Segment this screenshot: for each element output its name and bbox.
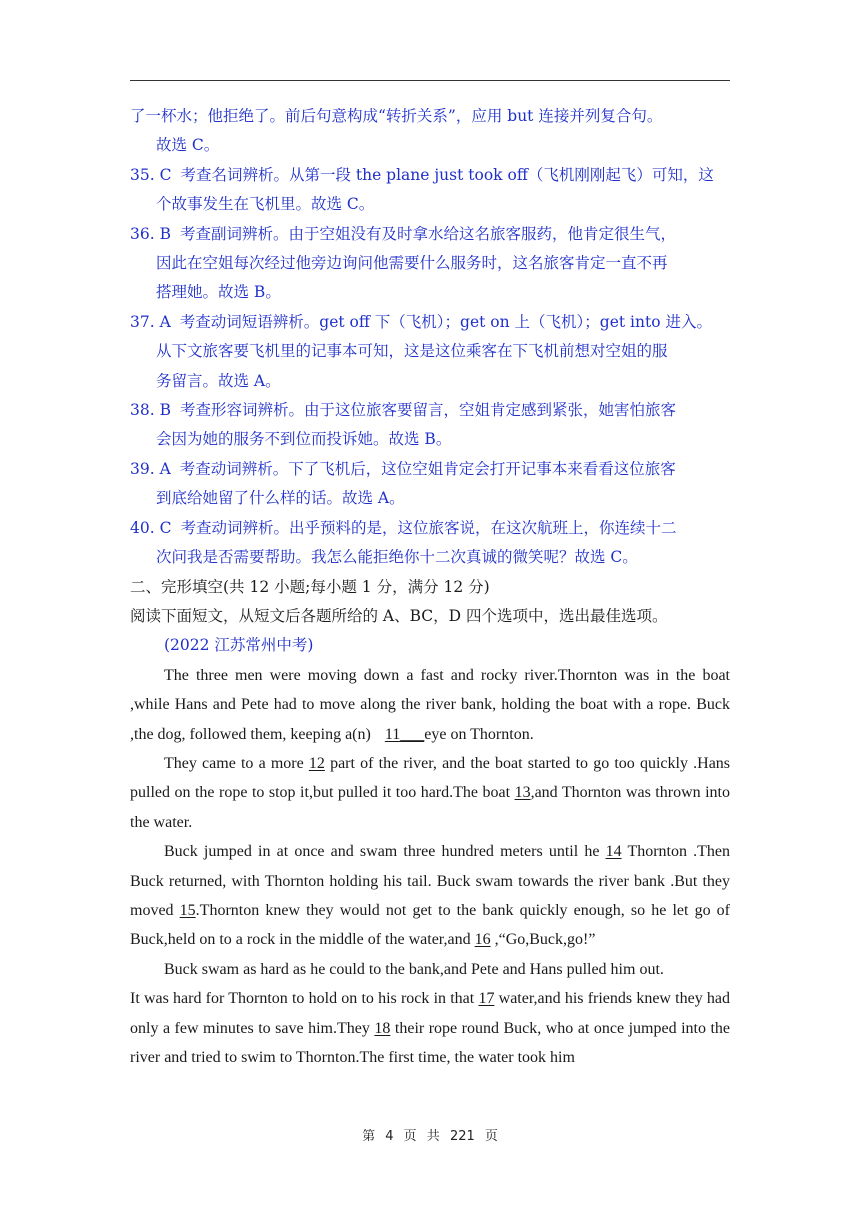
answer-number: 39. A xyxy=(130,459,171,478)
answer-line xyxy=(130,337,730,366)
passage-text: ,“Go,Buck,go!” xyxy=(494,931,596,949)
header-rule xyxy=(130,80,730,81)
footer-mid: 页 xyxy=(403,1129,417,1144)
answer-text: 考查动词辨析。出乎预料的是，这位旅客说，在这次航班上，你连续十二 xyxy=(180,518,677,537)
passage-text: eye on Thornton. xyxy=(424,725,534,743)
answer-line: 故选 C。 xyxy=(156,136,220,155)
answer-number: 38. B xyxy=(130,401,171,420)
answer-text: 次问我是否需要帮助。我怎么能拒绝你十二次真诚的微笑呢？故选 C。 xyxy=(156,548,638,567)
answer-item xyxy=(130,514,730,573)
answer-line xyxy=(130,161,730,190)
blank-11: 11___ xyxy=(384,725,425,743)
answer-text: 考查副词辨析。由于空姐没有及时拿水给这名旅客服药，他肯定很生气， xyxy=(179,224,676,243)
answer-line xyxy=(130,484,730,513)
answer-line xyxy=(130,396,730,425)
blank-13: 13 xyxy=(514,784,531,802)
answer-number: 36. B xyxy=(130,224,171,243)
answer-line xyxy=(130,367,730,396)
section-heading: 二、完形填空(共 12 小题;每小题 1 分，满分 12 分) xyxy=(130,577,490,596)
blank-17: 17 xyxy=(478,990,495,1008)
page-footer xyxy=(0,1125,860,1144)
passage-text: their rope round Buck, who at once jumped into the river and tried to swim to Thornton.The first time, the water took him xyxy=(130,1019,731,1066)
passage-text: They came to a more xyxy=(164,754,304,772)
answer-text: 个故事发生在飞机里。故选 C。 xyxy=(156,195,375,214)
footer-page-number: 4 xyxy=(385,1129,394,1144)
passage-text: .Thornton knew they would not get to the bank quickly enough, so he let go of Buck,held on to a rock in the middle of the water,and xyxy=(130,901,731,949)
answer-text: 考查动词短语辨析。get off 下（飞机）；get on 上（飞机）；get into 进入。 xyxy=(179,312,712,331)
passage-paragraph xyxy=(130,955,730,984)
blank-15: 15 xyxy=(179,901,196,919)
answer-text: 考查名词辨析。从第一段 the plane just took off（飞机刚刚起飞）可知，这 xyxy=(180,165,714,184)
answer-line: 了一杯水；他拒绝了。前后句意构成“转折关系”，应用 but 连接并列复合句。 xyxy=(130,107,663,125)
answer-line xyxy=(130,220,730,249)
answer-text: 搭理她。故选 B。 xyxy=(156,283,281,302)
footer-suffix: 页 xyxy=(484,1129,498,1144)
passage-text: The three men were moving down a fast and rocky river.Thornton was in the boat ,while Hans and Pete had to move along the river bank, holding the boat with a rope. Buck ,the dog, followed them, keeping a(n) xyxy=(130,666,730,743)
answer-number: 37. A xyxy=(130,312,171,331)
answer-line xyxy=(130,249,730,278)
blank-14: 14 xyxy=(605,843,622,861)
passage-text: ,and Thornton was thrown into the water. xyxy=(130,784,731,831)
passage-paragraph xyxy=(130,837,730,955)
answer-text: 因此在空姐每次经过他旁边询问他需要什么服务时，这名旅客肯定一直不再 xyxy=(156,254,668,273)
passage-text: Buck swam as hard as he could to the bank,and Pete and Hans pulled him out. xyxy=(164,960,664,978)
answer-line xyxy=(130,425,730,454)
answer-item xyxy=(130,161,730,220)
blank-18: 18 xyxy=(374,1019,391,1037)
passage-source: (2022 江苏常州中考) xyxy=(164,636,314,655)
footer-prefix: 第 xyxy=(362,1129,376,1144)
answer-item xyxy=(130,396,730,455)
answer-text: 考查动词辨析。下了飞机后，这位空姐肯定会打开记事本来看看这位旅客 xyxy=(179,459,676,478)
answer-number: 40. C xyxy=(130,518,172,537)
blank-12: 12 xyxy=(308,754,325,772)
answer-text: 考查形容词辨析。由于这位旅客要留言，空姐肯定感到紧张，她害怕旅客 xyxy=(179,401,676,420)
section-instruction: 阅读下面短文，从短文后各题所给的 A、BC，D 四个选项中，选出最佳选项。 xyxy=(130,606,668,625)
answer-line xyxy=(130,278,730,307)
answer-line xyxy=(130,308,730,337)
passage-paragraph xyxy=(130,661,730,749)
passage-text: water,and his friends knew they had only a few minutes to save him.They xyxy=(130,990,731,1037)
answer-line xyxy=(130,514,730,543)
passage-paragraph xyxy=(130,984,730,1072)
blank-16: 16 xyxy=(474,931,491,949)
page-content xyxy=(130,102,730,1072)
answer-item xyxy=(130,220,730,308)
answer-text: 务留言。故选 A。 xyxy=(156,371,281,390)
footer-total-pages: 221 xyxy=(449,1129,475,1144)
answer-list xyxy=(130,161,730,573)
passage-paragraph xyxy=(130,749,730,837)
answer-continued xyxy=(130,102,730,161)
answer-item xyxy=(130,455,730,514)
answer-line xyxy=(130,543,730,572)
answer-item xyxy=(130,308,730,396)
passage-text: It was hard for Thornton to hold on to his rock in that xyxy=(130,990,475,1008)
passage-text: Buck jumped in at once and swam three hundred meters until he xyxy=(164,843,600,861)
answer-line xyxy=(130,190,730,219)
answer-number: 35. C xyxy=(130,165,172,184)
passage-text: Thornton .Then Buck returned, with Thornton holding his tail. Buck swam towards the river bank .But they moved xyxy=(130,843,730,919)
footer-of: 共 xyxy=(426,1129,440,1144)
answer-text: 从下文旅客要飞机里的记事本可知，这是这位乘客在下飞机前想对空姐的服 xyxy=(156,342,668,361)
answer-line xyxy=(130,455,730,484)
answer-text: 会因为她的服务不到位而投诉她。故选 B。 xyxy=(156,430,452,449)
answer-text: 到底给她留了什么样的话。故选 A。 xyxy=(156,489,405,508)
passage-text: part of the river, and the boat started to go too quickly .Hans pulled on the rope to stop it,but pulled it too hard.The boat xyxy=(130,754,731,802)
